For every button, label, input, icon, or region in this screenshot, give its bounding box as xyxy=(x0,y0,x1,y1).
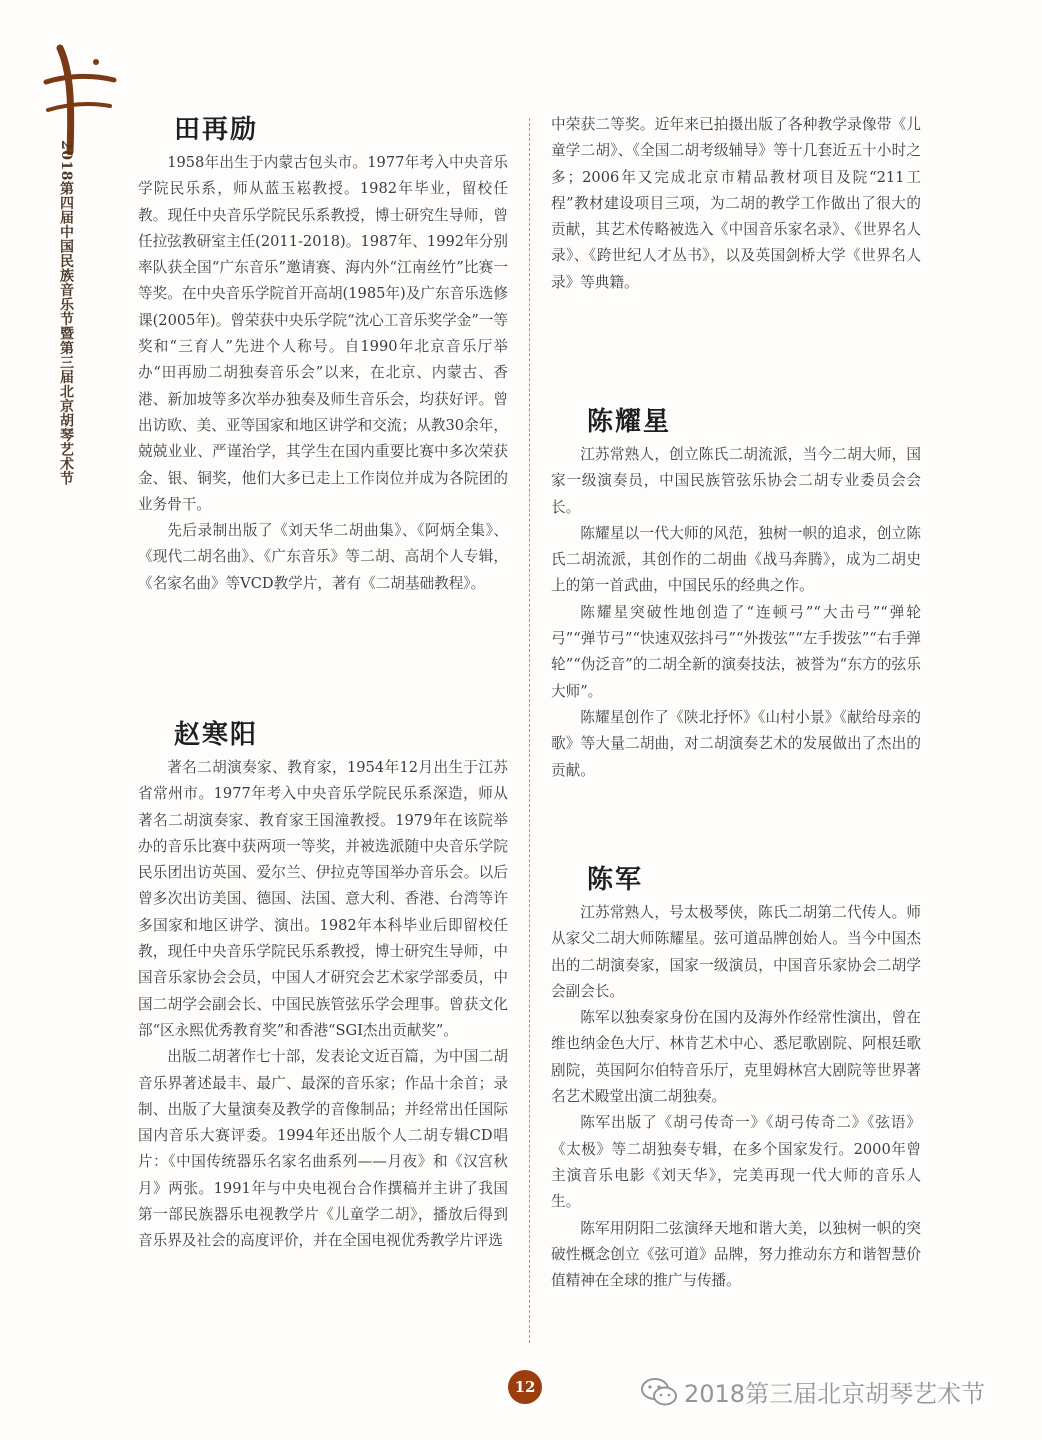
bio-name: 赵寒阳 xyxy=(174,720,259,750)
bio-chen-yaoxing xyxy=(551,402,921,784)
bio-paragraph: 陈军出版了《胡弓传奇一》《胡弓传奇二》《弦语》《太极》等二胡独奏专辑，在多个国家发行。2000年曾主演音乐电影《刘天华》，完美再现一代大师的音乐人生。 xyxy=(551,1114,921,1211)
watermark-text: 2018第三届北京胡琴艺术节 xyxy=(684,1380,986,1408)
bio-paragraph: 先后录制出版了《刘天华二胡曲集》、《阿炳全集》、《现代二胡名曲》、《广东音乐》等二胡、高胡个人专辑，《名家名曲》等VCD教学片，著有《二胡基础教程》。 xyxy=(138,522,508,592)
column-divider xyxy=(529,118,530,1343)
bio-paragraph: 陈军以独奏家身份在国内及海外作经常性演出，曾在维也纳金色大厅、林肯艺术中心、悉尼歌剧院、阿根廷歌剧院，英国阿尔伯特音乐厅，克里姆林宫大剧院等世界著名艺术殿堂出演二胡独奏。 xyxy=(551,1009,921,1106)
brush-logo-icon xyxy=(40,40,118,155)
bio-paragraph: 陈耀星以一代大师的风范，独树一帜的追求，创立陈氏二胡流派，其创作的二胡曲《战马奔腾》，成为二胡史上的第一首武曲，中国民乐的经典之作。 xyxy=(551,524,921,595)
bio-paragraph: 江苏常熟人，号太极琴侠，陈氏二胡第二代传人。师从家父二胡大师陈耀星。弦可道品牌创始人。当今中国杰出的二胡演奏家，国家一级演员，中国音乐家协会二胡学会副会长。 xyxy=(551,904,921,1000)
page-number: 12 xyxy=(508,1370,542,1404)
bio-paragraph: 出版二胡著作七十部，发表论文近百篇，为中国二胡音乐界著述最丰、最广、最深的音乐家；作品十余首；录制、出版了大量演奏及教学的音像制品；并经常出任国际国内音乐大赛评委。1994年还出版个人二胡专辑CD唱片：《中国传统器乐名家名曲系列——月夜》和《汉宫秋月》两张。1991年与中央电视台合作撰稿并主讲了我国第一部民族器乐电视教学片《儿童学二胡》，播放后得到音乐界及社会的高度评价，并在全国电视优秀教学片评选 xyxy=(138,1048,508,1250)
wechat-icon xyxy=(640,1377,678,1407)
bio-paragraph: 陈耀星创作了《陕北抒怀》《山村小景》《献给母亲的歌》等大量二胡曲，对二胡演奏艺术的发展做出了杰出的贡献。 xyxy=(551,708,921,779)
bio-zhao-hanyang xyxy=(138,715,508,1255)
bio-name: 田再励 xyxy=(174,115,259,145)
bio-paragraph: 中荣获二等奖。近年来已拍摄出版了各种教学录像带《儿童学二胡》、《全国二胡考级辅导》等十几套近五十小时之多；2006年又完成北京市精品教材项目及院“211工程”教材建设项目三项，为二胡的教学工作做出了很大的贡献，其艺术传略被选入《中国音乐家名录》、《世界名人录》、《跨世纪人才丛书》，以及英国剑桥大学《世界名人录》等典籍。 xyxy=(551,116,921,291)
bio-name: 陈军 xyxy=(587,865,644,895)
bio-paragraph: 著名二胡演奏家、教育家，1954年12月出生于江苏省常州市。1977年考入中央音乐学院民乐系深造，师从著名二胡演奏家、教育家王国潼教授。1979年在该院举办的音乐比赛中获两项一等奖，并被选派随中央音乐学院民乐团出访英国、爱尔兰、伊拉克等国举办音乐会。以后曾多次出访美国、德国、法国、意大利、香港、台湾等许多国家和地区讲学、演出。1982年本科毕业后即留校任教，现任中央音乐学院民乐系教授，博士研究生导师，中国音乐家协会会员，中国人才研究会艺术家学部委员，中国二胡学会副会长、中国民族管弦乐学会理事。曾获文化部“区永熙优秀教育奖”和香港“SGI杰出贡献奖”。 xyxy=(138,759,508,1039)
bio-name: 陈耀星 xyxy=(587,407,672,437)
bio-paragraph: 陈耀星突破性地创造了“连顿弓”“大击弓”“弹轮弓”“弹节弓”“快速双弦抖弓”“外拨弦”“左手拨弦”“右手弹轮”“伪泛音”的二胡全新的演奏技法，被誉为“东方的弦乐大师”。 xyxy=(551,603,921,700)
watermark xyxy=(640,1374,985,1409)
bio-tian-zaili xyxy=(138,110,508,597)
bio-paragraph: 1958年出生于内蒙古包头市。1977年考入中央音乐学院民乐系，师从蓝玉崧教授。1982年毕业，留校任教。现任中央音乐学院民乐系教授，博士研究生导师，曾任拉弦教研室主任(2011-2018)。1987年、1992年分别率队获全国“广东音乐”邀请赛、海内外“江南丝竹”比赛一等奖。在中央音乐学院首开高胡(1985年)及广东音乐选修课(2005年)。曾荣获中央乐学院“沈心工音乐奖学金”一等奖和“三育人”先进个人称号。自1990年北京音乐厅举办“田再励二胡独奏音乐会”以来，在北京、内蒙古、香港、新加坡等多次举办独奏及师生音乐会，均获好评。曾出访欧、美、亚等国家和地区讲学和交流；从教30余年，兢兢业业、严谨治学，其学生在国内重要比赛中多次荣获金、银、铜奖，他们大多已走上工作岗位并成为各院团的业务骨干。 xyxy=(138,154,508,513)
bio-continuation xyxy=(551,112,921,296)
bio-chen-jun xyxy=(551,860,921,1294)
festival-side-title: 2018第四届中国民族音乐节暨第三届北京胡琴艺术节 xyxy=(58,140,74,486)
bio-paragraph: 陈军用阴阳二弦演绎天地和谐大美，以独树一帜的突破性概念创立《弦可道》品牌，努力推动东方和谐智慧价值精神在全球的推广与传播。 xyxy=(551,1219,921,1290)
bio-paragraph: 江苏常熟人，创立陈氏二胡流派，当今二胡大师，国家一级演奏员，中国民族管弦乐协会二胡专业委员会会长。 xyxy=(551,446,921,516)
